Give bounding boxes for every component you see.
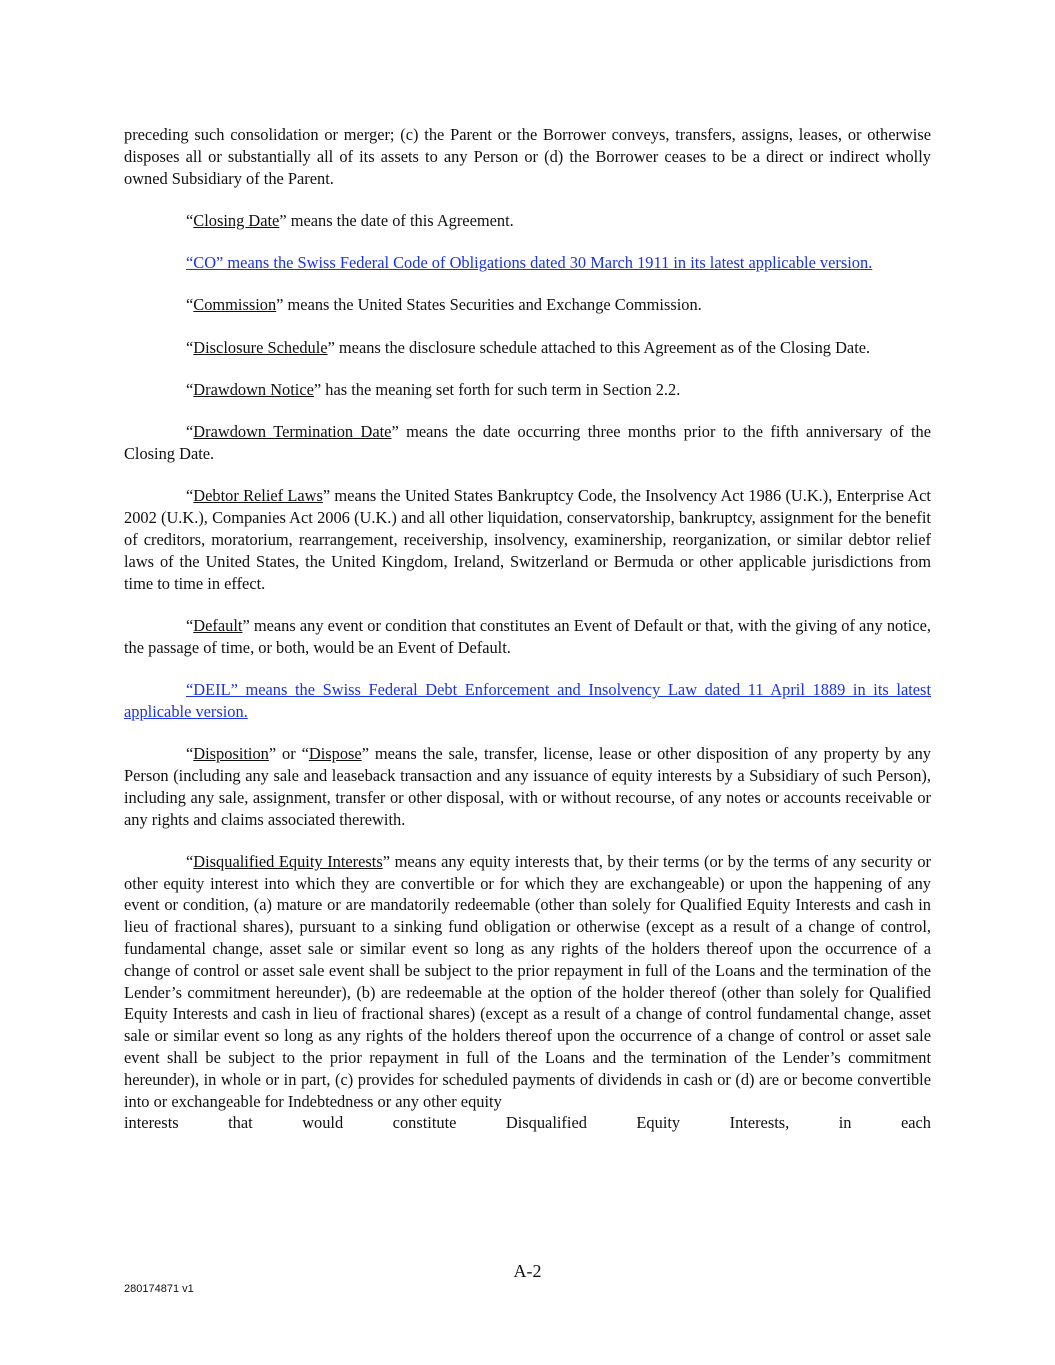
defined-term: Default: [193, 615, 243, 635]
defined-term: Drawdown Termination Date: [193, 422, 392, 442]
defined-term: Debtor Relief Laws: [193, 486, 323, 506]
definition-commission: “Commission” means the United States Securities and Exchange Commission.: [186, 295, 702, 315]
defined-term: Disqualified Equity Interests: [193, 851, 383, 871]
definition-disposition: “Disposition” or “Dispose” means the sale, transfer, license, lease or other disposition of any property by any Person (including any sale and leaseback transaction and any issuance of equity interests by a Subsidiary of such Person), including any sale, assignment, transfer or other disposal, with or without recourse, of any notes or accounts receivable or any rights and claims associated therewith.: [124, 744, 932, 829]
defined-term: Commission: [193, 295, 277, 315]
document-body: [124, 124, 931, 1134]
definition-co: [124, 252, 931, 274]
paragraph-last-line: interests that would constitute Disqualified Equity Interests, in each: [124, 1113, 931, 1133]
definition-drawdown-termination-date: “Drawdown Termination Date” means the date occurring three months prior to the fifth anniversary of the Closing Date.: [124, 422, 931, 464]
definition-closing-date: “Closing Date” means the date of this Agreement.: [186, 210, 514, 230]
defined-term: Drawdown Notice: [193, 380, 314, 400]
definition-debtor-relief-laws: “Debtor Relief Laws” means the United States Bankruptcy Code, the Insolvency Act 1986 (U.K.), Enterprise Act 2002 (U.K.), Companies Act 2006 (U.K.) and all other liquidation, conservatorship, bankruptcy, assignment for the benefit of creditors, moratorium, rearrangement, receivership, insolvency, examinership, reorganization, or similar debtor relief laws of the United States, the United Kingdom, Ireland, Switzerland or Bermuda or other applicable jurisdictions from time to time in effect.: [124, 486, 931, 593]
definition-default: “Default” means any event or condition that constitutes an Event of Default or that, with the giving of any notice, the passage of time, or both, would be an Event of Default.: [124, 615, 931, 657]
definition-deil: [124, 679, 931, 723]
inserted-revision-text: “CO” means the Swiss Federal Code of Obligations dated 30 March 1911 in its latest applicable version.: [186, 253, 873, 273]
defined-term: Disclosure Schedule: [193, 337, 328, 357]
definition-drawdown-notice: “Drawdown Notice” has the meaning set forth for such term in Section 2.2.: [186, 380, 681, 400]
defined-term: Closing Date: [193, 210, 280, 230]
definition-disclosure-schedule: “Disclosure Schedule” means the disclosure schedule attached to this Agreement as of the Closing Date.: [186, 337, 871, 357]
defined-term: Dispose: [308, 744, 362, 764]
paragraph-continuation: preceding such consolidation or merger; (c) the Parent or the Borrower conveys, transfers, assigns, leases, or otherwise disposes all or substantially all of its assets to any Person or (d) the Borrower ceases to be a direct or indirect wholly owned Subsidiary of the Parent.: [124, 125, 931, 188]
document-id: 280174871 v1: [124, 1283, 194, 1295]
page-number: A-2: [513, 1261, 542, 1281]
definition-disqualified-equity-interests: “Disqualified Equity Interests” means any equity interests that, by their terms (or by the terms of any security or other equity interest into which they are convertible or for which they are exchangeable) or upon the happening of any event or condition, (a) mature or are mandatorily redeemable (other than solely for Qualified Equity Interests and cash in lieu of fractional shares), pursuant to a sinking fund obligation or otherwise (except as a result of a change of control, fundamental change, asset sale or similar event so long as any rights of the holders thereof upon the occurrence of a change of control or asset sale event shall be subject to the prior repayment in full of the Loans and the termination of the Lender’s commitment hereunder), (b) are redeemable at the option of the holder thereof (other than solely for Qualified Equity Interests and cash in lieu of fractional shares) (except as a result of a change of control fundamental change, asset sale or similar event so long as any rights of the holders thereof upon the occurrence of a change of control or asset sale event shall be subject to the prior repayment in full of the Loans and the termination of the Lender’s commitment hereunder), in whole or in part, (c) provides for scheduled payments of dividends in cash or (d) are or become convertible into or exchangeable for Indebtedness or any other equity: [124, 851, 931, 1111]
defined-term: Disposition: [193, 744, 269, 764]
inserted-revision-text: “DEIL” means the Swiss Federal Debt Enforcement and Insolvency Law dated 11 April 1889 in its latest applicable version.: [124, 680, 931, 721]
